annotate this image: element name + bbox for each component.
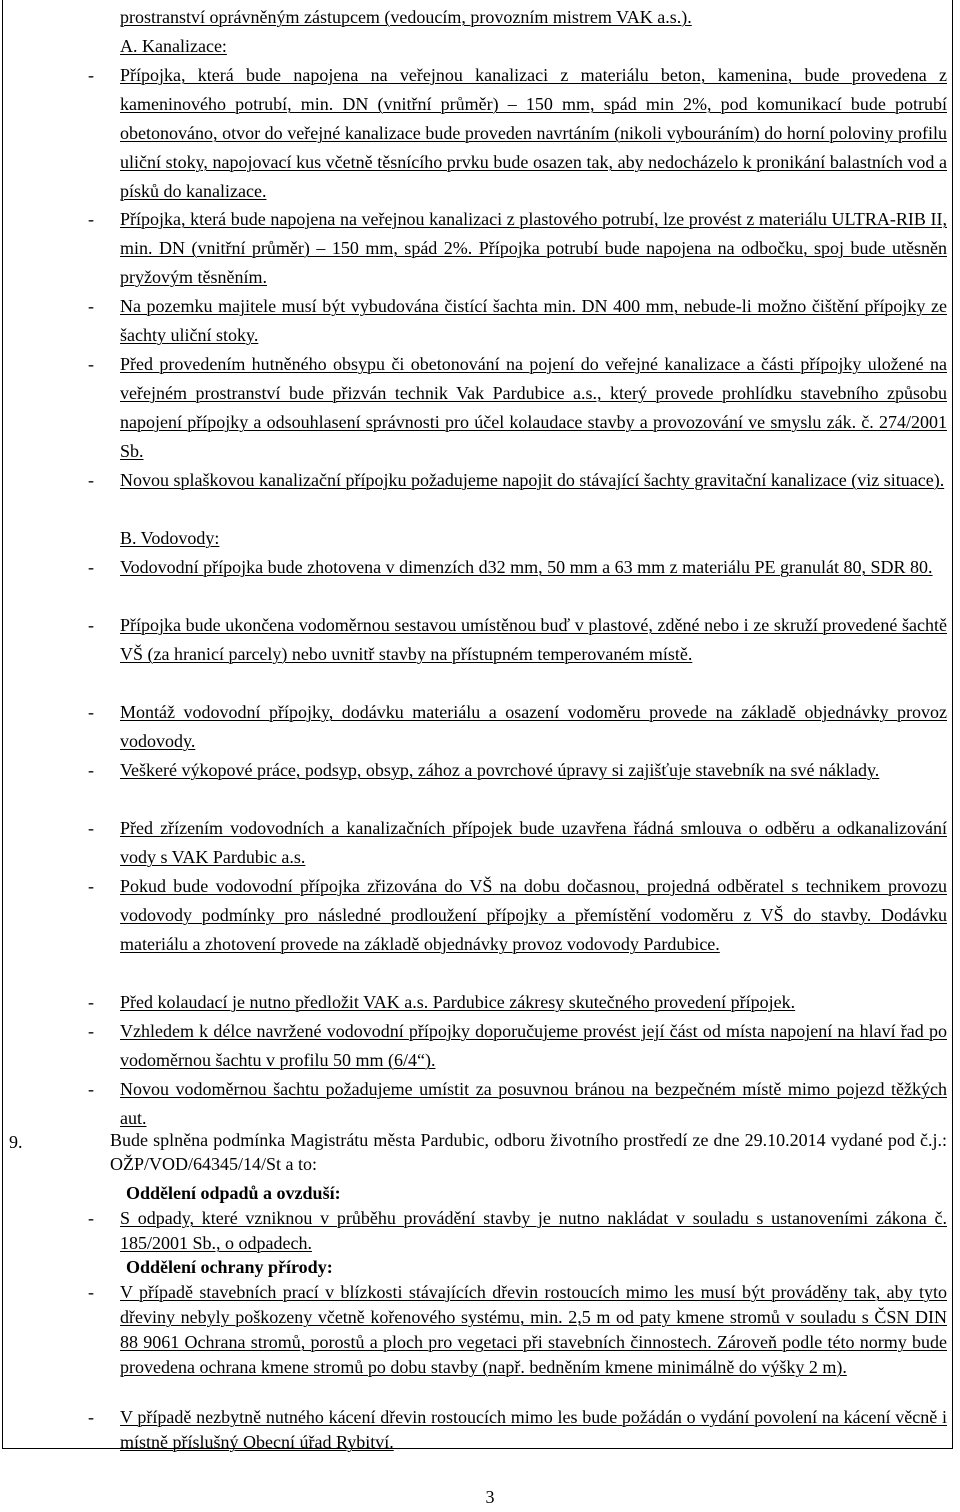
kanal-item-2: Přípojka, která bude napojena na veřejnou kanalizaci z plastového potrubí, lze provést z materiálu ULTRA-RIB II, min. DN (vnitřní průměr) – 150 mm, spád 2%. Přípojka potrubí bude napojena na odbočku, spoj bude utěsněn pryžovým těsněním. (120, 209, 947, 287)
odpady-heading: Oddělení odpadů a ovzduší: (126, 1183, 341, 1203)
vodo-item-6: Pokud bude vodovodní přípojka zřizována do VŠ na dobu dočasnou, projedná odběratel s technikem provozu vodovody podmínky pro následné prodloužení přípojky a přemístění vodoměru z VŠ do stavby. Dodávku materiálu a zhotovení provede na základě objednávky provoz vodovody Pardubice. (120, 876, 947, 954)
odpady-text: S odpady, které vzniknou v průběhu provádění stavby je nutno nakládat v souladu s ustanoveními zákona č. 185/2001 Sb., o odpadech. (120, 1208, 947, 1253)
kanal-item-4: Před provedením hutněného obsypu či obetonování na pojení do veřejné kanalizace a části přípojky uložené na veřejném prostranství bude přizván technik Vak Pardubice a.s., který provede prohlídku stavebního způsobu napojení přípojky a odsouhlasení správnosti pro účel kolaudace stavby a provozování ve smyslu zák. č. 274/2001 Sb. (120, 354, 947, 461)
bullet: - (88, 1407, 94, 1427)
priroda-item-2: V případě nezbytně nutného kácení dřevin rostoucích mimo les bude požádán o vydání povolení na kácení věcně i místně příslušný Obecní úřad Rybitví. (120, 1407, 947, 1452)
kanal-item-3: Na pozemku majitele musí být vybudována čistící šachta min. DN 400 mm, nebude-li možno čištění přípojky ze šachty uliční stoky. (120, 296, 947, 345)
bullet: - (88, 1282, 94, 1302)
bullet: - (88, 702, 94, 722)
vodo-item-5: Před zřízením vodovodních a kanalizačních přípojek bude uzavřena řádná smlouva o odběru a odkanalizování vody s VAK Pardubic a.s. (120, 818, 947, 867)
kanal-item-1: Přípojka, která bude napojena na veřejnou kanalizaci z materiálu beton, kamenina, bude provedena z kameninového potrubí, min. DN (vnitřní průměr) – 150 mm, spád min 2%, pod komunikací bude potrubí obetonováno, otvor do veřejné kanalizace bude proveden navrtáním (nikoli vybouráním) do horní poloviny profilu uliční stoky, napojovací kus včetně těsnícího prvku bude osazen tak, aby nedocházelo k pronikání balastních vod a písků do kanalizace. (120, 65, 947, 201)
bullet: - (88, 1021, 94, 1041)
bullet: - (88, 615, 94, 635)
vodo-item-8: Vzhledem k délce navržené vodovodní přípojky doporučujeme provést její část od místa napojení na hlaví řad po vodoměrnou šachtu v profilu 50 mm (6/4“). (120, 1021, 947, 1070)
section-b-heading: B. Vodovody: (120, 528, 220, 548)
section-a-heading: A. Kanalizace: (120, 36, 227, 56)
vodo-item-9: Novou vodoměrnou šachtu požadujeme umístit za posuvnou bránou na bezpečném místě mimo pojezd těžkých aut. (120, 1079, 947, 1128)
bullet: - (88, 760, 94, 780)
vodo-item-4: Veškeré výkopové práce, podsyp, obsyp, zához a povrchové úpravy si zajišťuje stavebník na své náklady. (120, 760, 880, 780)
intro-line: prostranství oprávněným zástupcem (vedoucím, provozním mistrem VAK a.s.). (120, 7, 692, 27)
paragraph-9-body: Bude splněna podmínka Magistrátu města Pardubic, odboru životního prostředí ze dne 29.10.2014 vydané pod č.j.: OŽP/VOD/64345/14/St a to: (110, 1130, 947, 1174)
vodo-item-7: Před kolaudací je nutno předložit VAK a.s. Pardubice zákresy skutečného provedení přípojek. (120, 992, 796, 1012)
bullet: - (88, 354, 94, 374)
page-number: 3 (485, 1487, 495, 1507)
bullet: - (88, 209, 94, 229)
bullet: - (88, 65, 94, 85)
vodo-item-1: Vodovodní přípojka bude zhotovena v dimenzích d32 mm, 50 mm a 63 mm z materiálu PE granulát 80, SDR 80. (120, 557, 933, 577)
bullet: - (88, 557, 94, 577)
bullet: - (88, 1079, 94, 1099)
vodo-item-2: Přípojka bude ukončena vodoměrnou sestavou umístěnou buď v plastové, zděné nebo i ze skruží provedené šachtě VŠ (za hranicí parcely) nebo uvnitř stavby na přístupném temperovaném místě. (120, 615, 947, 664)
kanal-item-5: Novou splaškovou kanalizační přípojku požadujeme napojit do stávající šachty gravitační kanalizace (viz situace). (120, 470, 945, 490)
paragraph-number: 9. (9, 1132, 23, 1152)
paragraph-9-text (110, 1128, 947, 1176)
bullet: - (88, 296, 94, 316)
priroda-heading: Oddělení ochrany přírody: (126, 1257, 333, 1277)
bullet: - (88, 876, 94, 896)
priroda-item-1: V případě stavebních prací v blízkosti stávajících dřevin rostoucích mimo les musí být prováděny tak, aby tyto dřeviny nebyly poškozeny včetně kořenového systému, min. 2,5 m od paty kmene stromů v souladu s ČSN DIN 88 9061 Ochrana stromů, porostů a ploch pro vegetaci při stavebních činnostech. Zároveň podle této normy bude provedena ochrana kmene stromů po dobu stavby (např. bedněním kmene minimálně do výšky 2 m). (120, 1282, 947, 1377)
vodo-item-3: Montáž vodovodní přípojky, dodávku materiálu a osazení vodoměru provede na základě objednávky provoz vodovody. (120, 702, 947, 751)
bullet: - (88, 1208, 94, 1228)
bullet: - (88, 992, 94, 1012)
bullet: - (88, 818, 94, 838)
bullet: - (88, 470, 94, 490)
